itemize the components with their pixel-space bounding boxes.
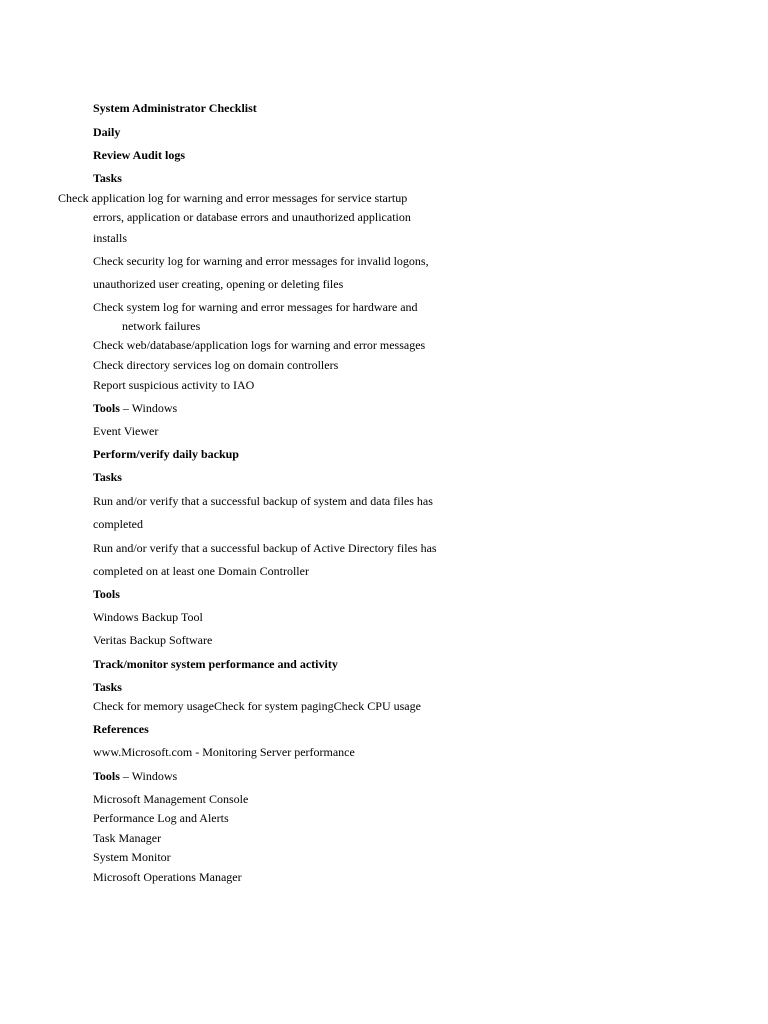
backup-task2-line1: Run and/or verify that a successful backup of Active Directory files has (93, 541, 437, 555)
backup-tool-veritas: Veritas Backup Software (93, 633, 213, 647)
review-audit-tasks-label: Tasks (93, 171, 122, 185)
audit-tools-line (93, 401, 177, 415)
audit-task2-line1: Check security log for warning and error messages for invalid logons, (93, 254, 429, 268)
tool-mmc: Microsoft Management Console (93, 792, 249, 806)
audit-tools-label: Tools (93, 401, 120, 415)
audit-task1-line2: errors, application or database errors and unauthorized application (93, 210, 411, 224)
audit-task2-line2: unauthorized user creating, opening or deleting files (93, 277, 344, 291)
audit-task1-line3: installs (93, 231, 128, 245)
backup-tasks-label: Tasks (93, 470, 122, 484)
backup-task1-line1: Run and/or verify that a successful backup of system and data files has (93, 494, 433, 508)
tool-system-monitor: System Monitor (93, 850, 171, 864)
backup-task2-line2: completed on at least one Domain Controller (93, 564, 309, 578)
audit-task6: Report suspicious activity to IAO (93, 378, 255, 392)
tool-task-manager: Task Manager (93, 831, 162, 845)
performance-tasks-line: Check for memory usageCheck for system pagingCheck CPU usage (93, 699, 421, 713)
audit-task3-line2: network failures (122, 319, 201, 333)
backup-tools-label: Tools (93, 587, 120, 601)
audit-task1-line1: Check application log for warning and error messages for service startup (58, 191, 408, 205)
performance-heading: Track/monitor system performance and activity (93, 657, 338, 671)
audit-task5: Check directory services log on domain controllers (93, 358, 339, 372)
backup-task1-line2: completed (93, 517, 143, 531)
audit-task3-line1: Check system log for warning and error messages for hardware and (93, 300, 418, 314)
backup-tool-windows-backup: Windows Backup Tool (93, 610, 203, 624)
document-title: System Administrator Checklist (93, 101, 257, 115)
performance-tools-label: Tools (93, 769, 120, 783)
performance-tasks-label: Tasks (93, 680, 122, 694)
review-audit-heading: Review Audit logs (93, 148, 186, 162)
tool-ops-manager: Microsoft Operations Manager (93, 870, 242, 884)
tool-perf-log-alerts: Performance Log and Alerts (93, 811, 229, 825)
audit-tool-event-viewer: Event Viewer (93, 424, 159, 438)
reference-microsoft: www.Microsoft.com - Monitoring Server performance (93, 745, 355, 759)
backup-heading: Perform/verify daily backup (93, 447, 239, 461)
audit-tools-suffix: – Windows (119, 401, 178, 415)
section-daily: Daily (93, 125, 121, 139)
audit-task4: Check web/database/application logs for warning and error messages (93, 338, 426, 352)
performance-tools-line (93, 769, 177, 783)
performance-tools-suffix: – Windows (119, 769, 178, 783)
references-label: References (93, 722, 149, 736)
